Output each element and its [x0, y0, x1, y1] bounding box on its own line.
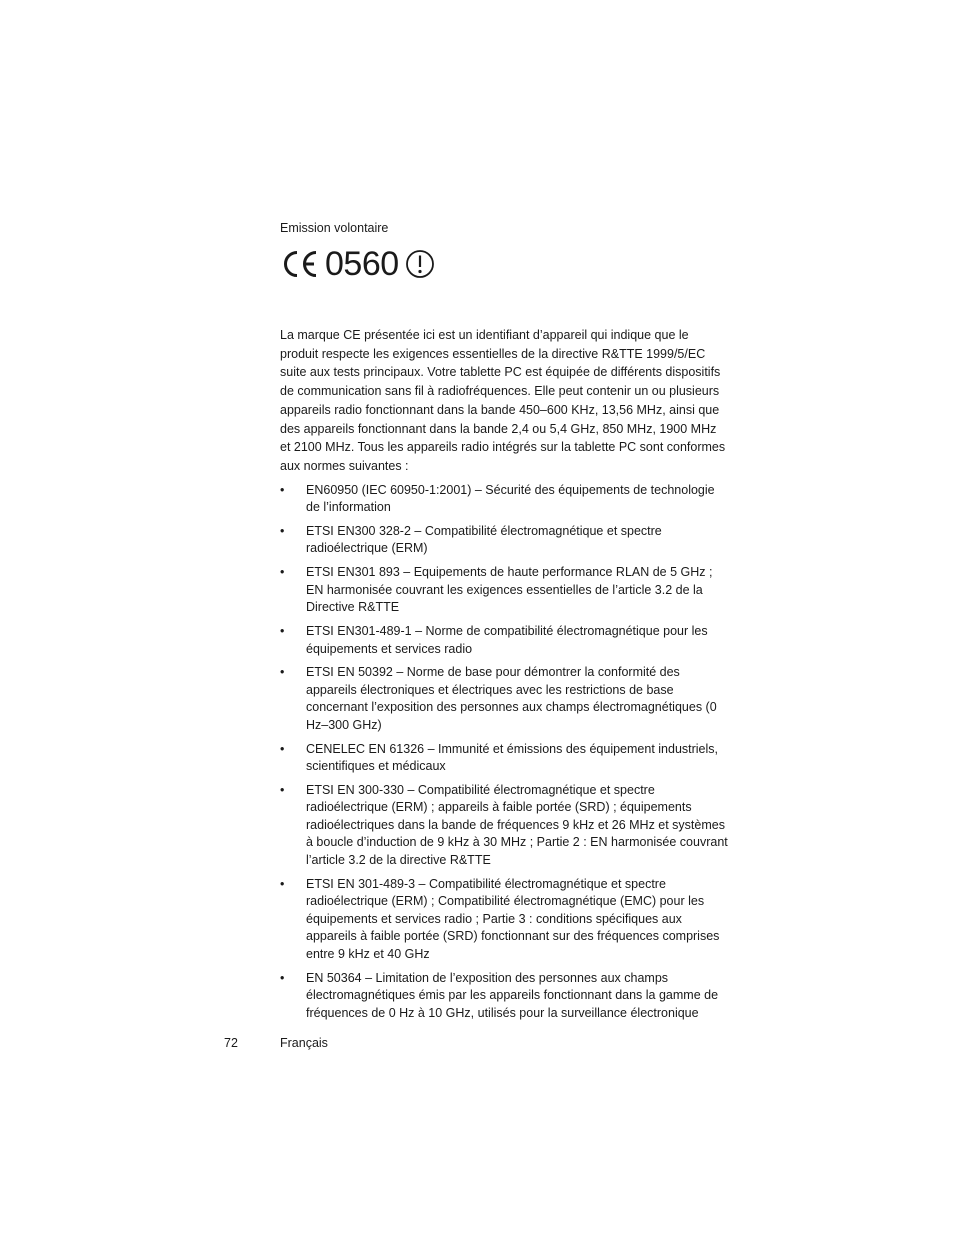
list-item: [280, 623, 730, 658]
bullet-icon: •: [280, 565, 285, 580]
list-item: [280, 876, 730, 964]
list-item-text: ETSI EN 50392 – Norme de base pour démontrer la conformité des appareils électroniques et électriques avec les restrictions de base concernant l’exposition des personnes aux champs électromagnétiques (0 Hz–300 GHz): [306, 665, 717, 732]
list-item: [280, 564, 730, 617]
list-item-text: ETSI EN 300-330 – Compatibilité électromagnétique et spectre radioélectrique (ERM) ; appareils à faible portée (SRD) ; équipements radioélectriques dans la bande de fréquences 9 kHz et 26 MHz et systèmes à boucle d’induction de 9 kHz à 30 MHz ; Partie 2 : EN harmonisée couvrant l’article 3.2 de la directive R&TTE: [306, 782, 728, 867]
list-item-text: ETSI EN301-489-1 – Norme de compatibilité électromagnétique pour les équipements et services radio: [306, 624, 708, 656]
compliance-section: [280, 219, 730, 1028]
standards-list: [280, 482, 730, 1022]
list-item-text: CENELEC EN 61326 – Immunité et émissions des équipement industriels, scientifiques et médicaux: [306, 741, 719, 774]
intro-paragraph: La marque CE présentée ici est un identifiant d’appareil qui indique que le produit respecte les exigences essentielles de la directive R&TTE 1999/5/EC suite aux tests principaux. Votre tablette PC est équipée de différents dispositifs de communication sans fil à radiofréquences. Elle peut contenir un ou plusieurs appareils radio fonctionnant dans la bande 450–600 KHz, 13,56 MHz, ainsi que des appareils fonctionnant dans la bande 2,4 ou 5,4 GHz, 850 MHz, 1900 MHz et 2100 MHz. Tous les appareils radio intégrés sur la tablette PC sont conformes aux normes suivantes :: [280, 328, 726, 473]
bullet-icon: •: [280, 876, 285, 891]
list-item: [280, 782, 730, 870]
list-item-text: ETSI EN301 893 – Equipements de haute performance RLAN de 5 GHz ; EN harmonisée couvrant les exigences essentielles de l’article 3.2 de la Directive R&TTE: [306, 565, 713, 615]
list-item-text: ETSI EN300 328-2 – Compatibilité électromagnétique et spectre radioélectrique (ERM): [306, 523, 662, 556]
list-item-text: EN60950 (IEC 60950-1:2001) – Sécurité des équipements de technologie de l’information: [306, 482, 715, 515]
footer-language-label: Français: [280, 1036, 328, 1050]
page-number: 72: [224, 1036, 238, 1050]
bullet-icon: •: [280, 741, 285, 756]
list-item: [280, 523, 730, 558]
exclamation-circle-icon: [405, 249, 435, 279]
bullet-icon: •: [280, 970, 285, 985]
section-heading: Emission volontaire: [280, 221, 389, 235]
ce-mark-icon: [280, 249, 320, 279]
bullet-icon: •: [280, 624, 285, 639]
bullet-icon: •: [280, 782, 285, 797]
list-item: [280, 664, 730, 734]
list-item: [280, 741, 730, 776]
ce-marking-row: [280, 243, 730, 285]
list-item-text: EN 50364 – Limitation de l’exposition des personnes aux champs électromagnétiques émis par les appareils fonctionnant dans la gamme de fréquences de 0 Hz à 10 GHz, utilisés pour la surveillance électronique: [306, 970, 719, 1020]
bullet-icon: •: [280, 665, 285, 680]
bullet-icon: •: [280, 523, 285, 538]
list-item: [280, 482, 730, 517]
list-item-text: ETSI EN 301-489-3 – Compatibilité électromagnétique et spectre radioélectrique (ERM) ; Compatibilité électromagnétique (EMC) pour les équipements et services radio ; Partie 3 : conditions spécifiques aux appareils à faible portée (SRD) fonctionnant sur des fréquences comprises entre 9 kHz et 40 GHz: [306, 876, 720, 961]
bullet-icon: •: [280, 482, 285, 497]
notified-body-number: 0560: [325, 245, 399, 283]
list-item: [280, 970, 730, 1023]
